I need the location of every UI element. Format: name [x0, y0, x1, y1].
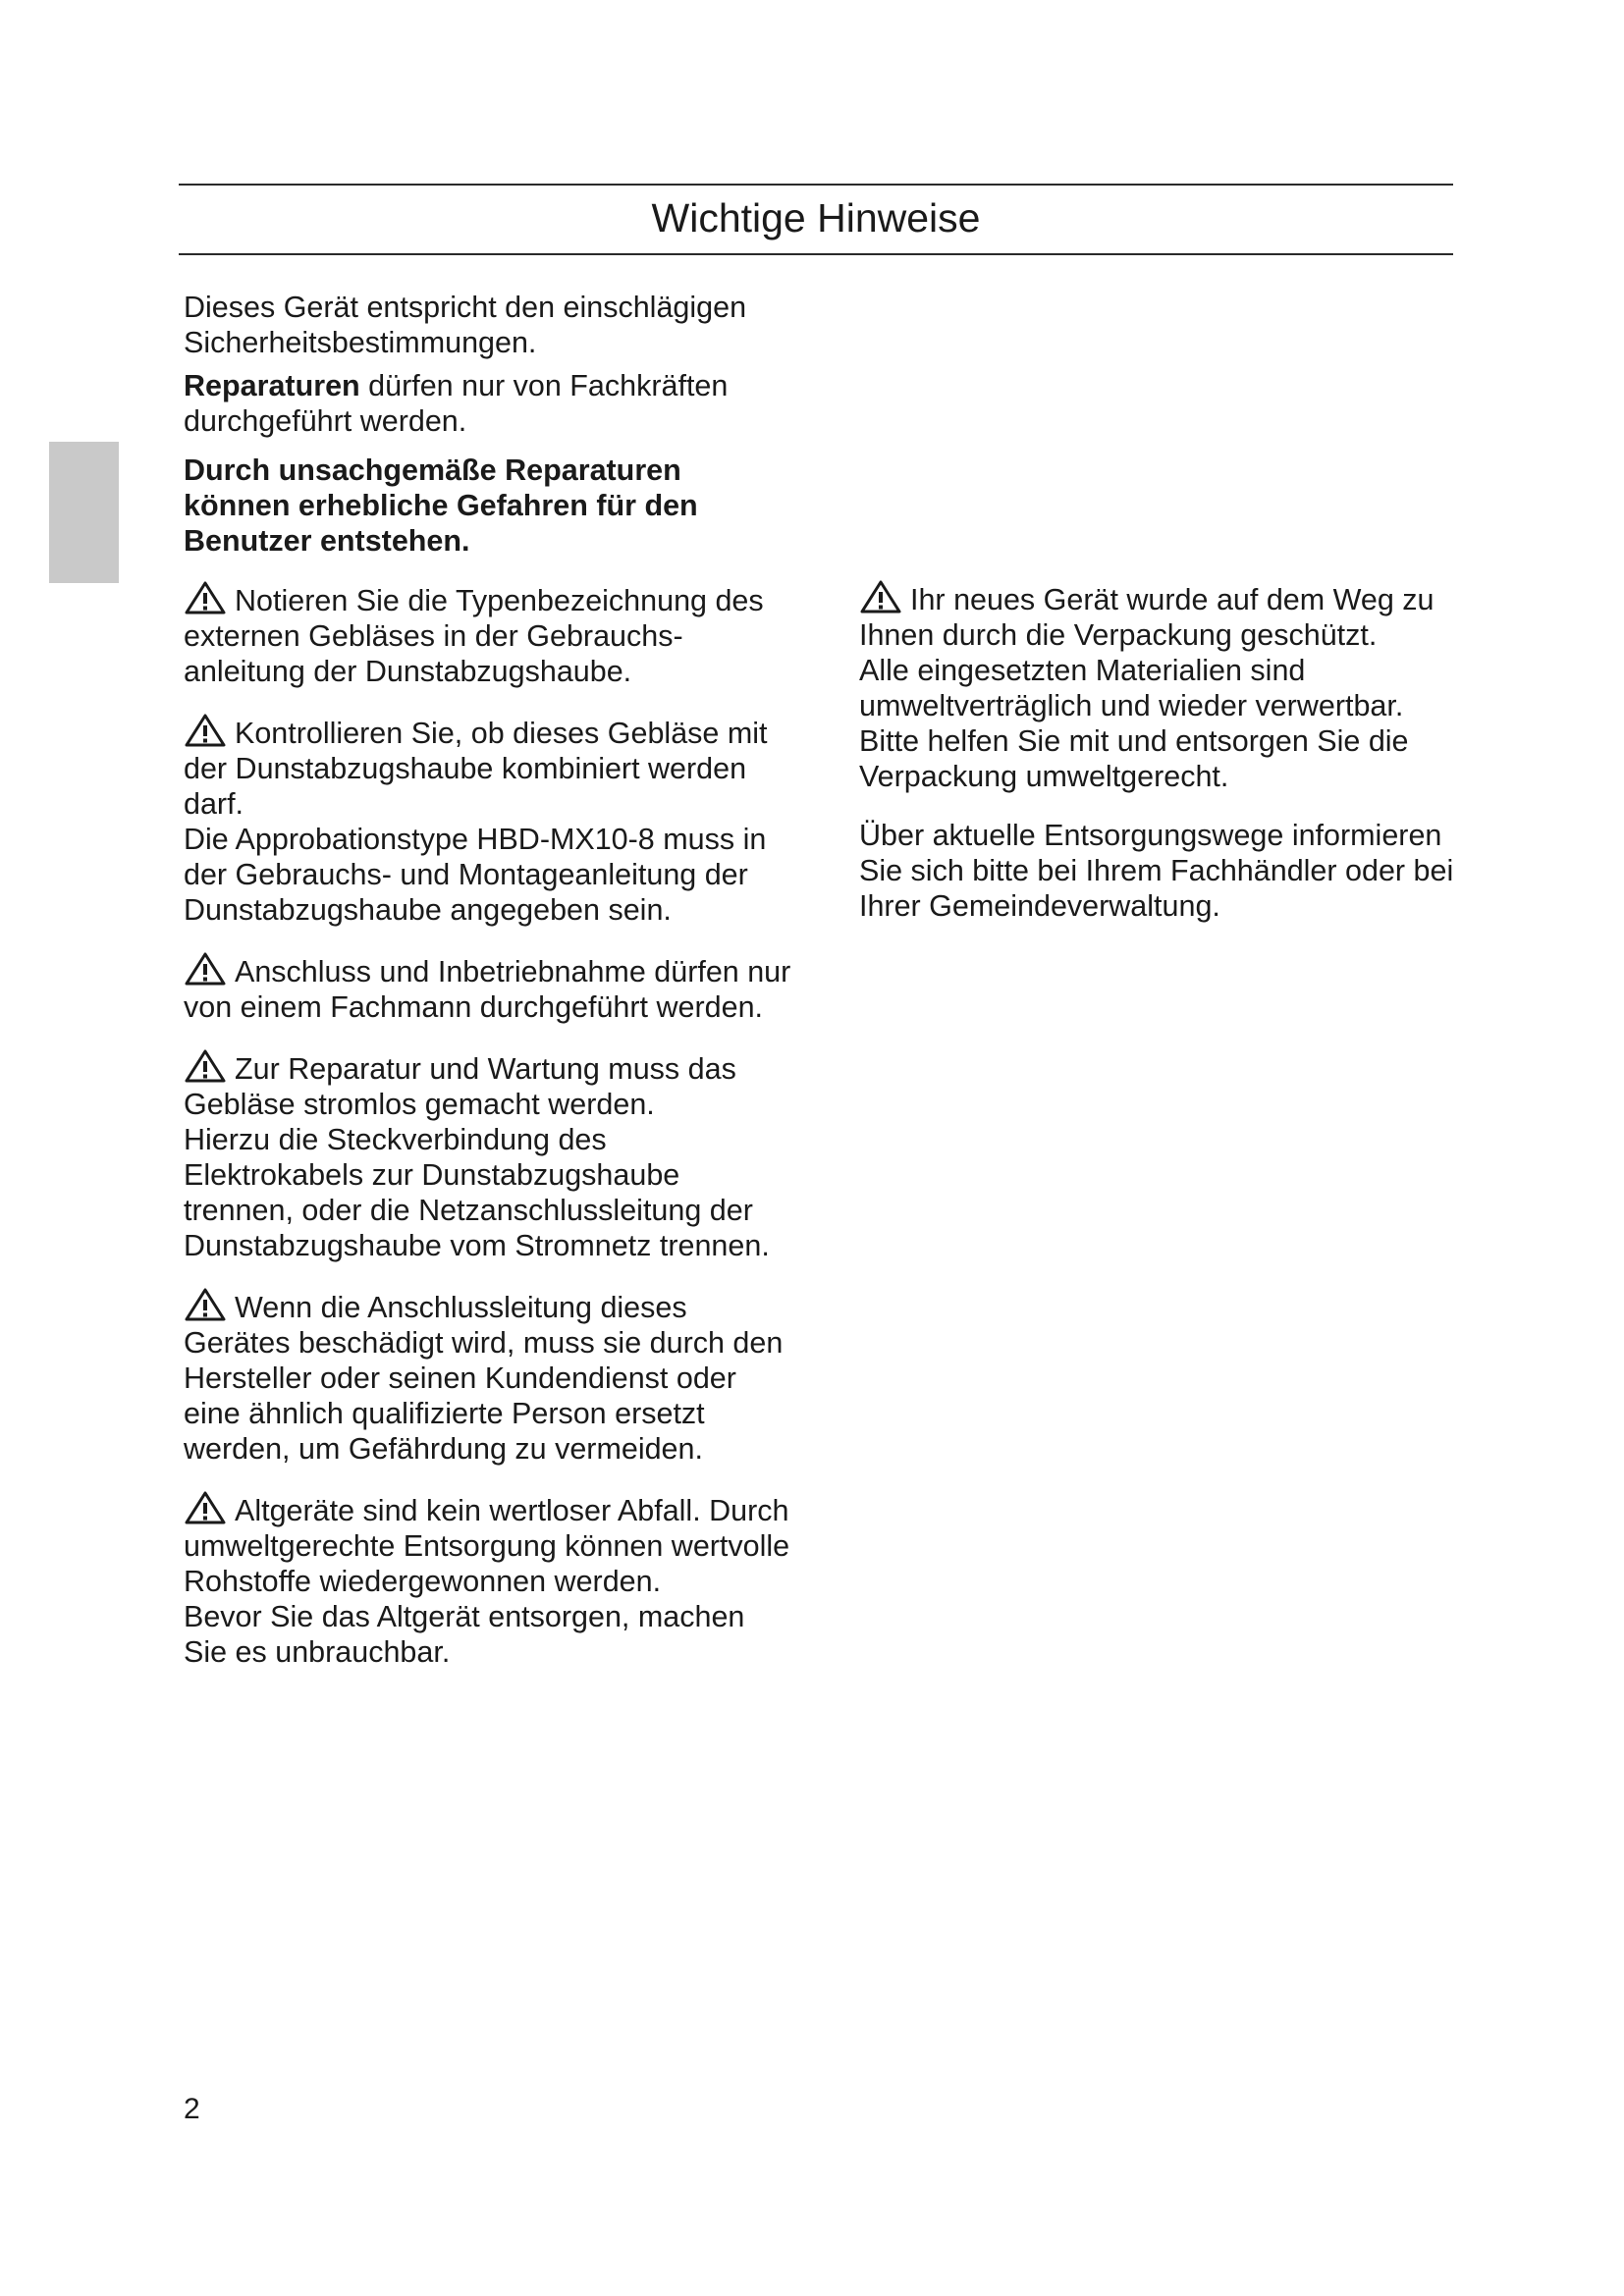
repair-text: dürfen nur von Fachkräften durchgeführt werden.: [184, 369, 729, 438]
note-text: Notieren Sie die Typenbezeichnung des externen Gebläses in der Gebrauchs-anleitung der Dunstabzugshaube.: [184, 584, 764, 688]
note-extra-text: Alle eingesetzten Materialien sind umweltverträglich und wieder verwertbar. Bitte helfen Sie mit und entsorgen Sie die Verpackung umweltgerecht.: [859, 654, 1409, 793]
title-top-rule: [179, 184, 1453, 186]
note-text: Anschluss und Inbetriebnahme dürfen nur von einem Fachmann durchgeführt werden.: [184, 955, 791, 1024]
note-extra-text: Bevor Sie das Altgerät entsorgen, machen Sie es unbrauchbar.: [184, 1600, 745, 1669]
title-bottom-rule: [179, 253, 1453, 255]
warning-triangle-icon: [184, 713, 227, 748]
warning-triangle-icon: [184, 1287, 227, 1322]
left-column: [184, 290, 792, 1693]
note-old-appliances: [184, 1490, 792, 1670]
note-text: Altgeräte sind kein wertloser Abfall. Durch umweltgerechte Entsorgung können wertvolle Rohstoffe wiedergewonnen werden.: [184, 1494, 790, 1598]
note-extra-text: Hierzu die Steckverbindung des Elektrokabels zur Dunstabzugshaube trennen, oder die Netzanschlussleitung der Dunstabzugshaube vom Stromnetz trennen.: [184, 1123, 770, 1262]
page-number: 2: [184, 2093, 200, 2125]
note-text: Wenn die Anschlussleitung dieses Gerätes beschädigt wird, muss sie durch den Hersteller oder seinen Kundendienst oder eine ähnlich qualifizierte Person ersetzt werden, um Gefährdung zu vermeiden.: [184, 1291, 784, 1466]
note-cable-damage: [184, 1287, 792, 1467]
warning-triangle-icon: [184, 951, 227, 987]
repair-bold-label: Reparaturen: [184, 369, 360, 402]
note-installation: [184, 951, 792, 1025]
warning-triangle-icon: [184, 1490, 227, 1525]
intro-text: Dieses Gerät entspricht den einschlägigen Sicherheitsbestimmungen.: [184, 291, 747, 359]
note-compatibility: [184, 713, 792, 928]
repair-paragraph: [184, 368, 792, 439]
page-title: Wichtige Hinweise: [651, 195, 981, 240]
note-type-designation: [184, 580, 792, 689]
right-column: [859, 579, 1468, 924]
note-packaging: [859, 579, 1468, 794]
note-extra-text: Die Approbationstype HBD-MX10-8 muss in der Gebrauchs- und Montageanleitung der Dunstabzugshaube angegeben sein.: [184, 823, 767, 927]
section-marker-tab: [49, 442, 119, 583]
note-maintenance: [184, 1048, 792, 1263]
warning-triangle-icon: [184, 1048, 227, 1084]
bold-warning-text: Durch unsachgemäße Reparaturen können erhebliche Gefahren für den Benutzer entstehen.: [184, 454, 698, 558]
warning-triangle-icon: [184, 580, 227, 615]
note-text: Kontrollieren Sie, ob dieses Gebläse mit der Dunstabzugshaube kombiniert werden darf.: [184, 717, 768, 821]
note-text: Zur Reparatur und Wartung muss das Gebläse stromlos gemacht werden.: [184, 1052, 736, 1121]
warning-triangle-icon: [859, 579, 902, 614]
disposal-info-text: Über aktuelle Entsorgungswege informieren Sie sich bitte bei Ihrem Fachhändler oder bei Ihrer Gemeindeverwaltung.: [859, 819, 1454, 923]
note-text: Ihr neues Gerät wurde auf dem Weg zu Ihnen durch die Verpackung geschützt.: [859, 583, 1435, 652]
